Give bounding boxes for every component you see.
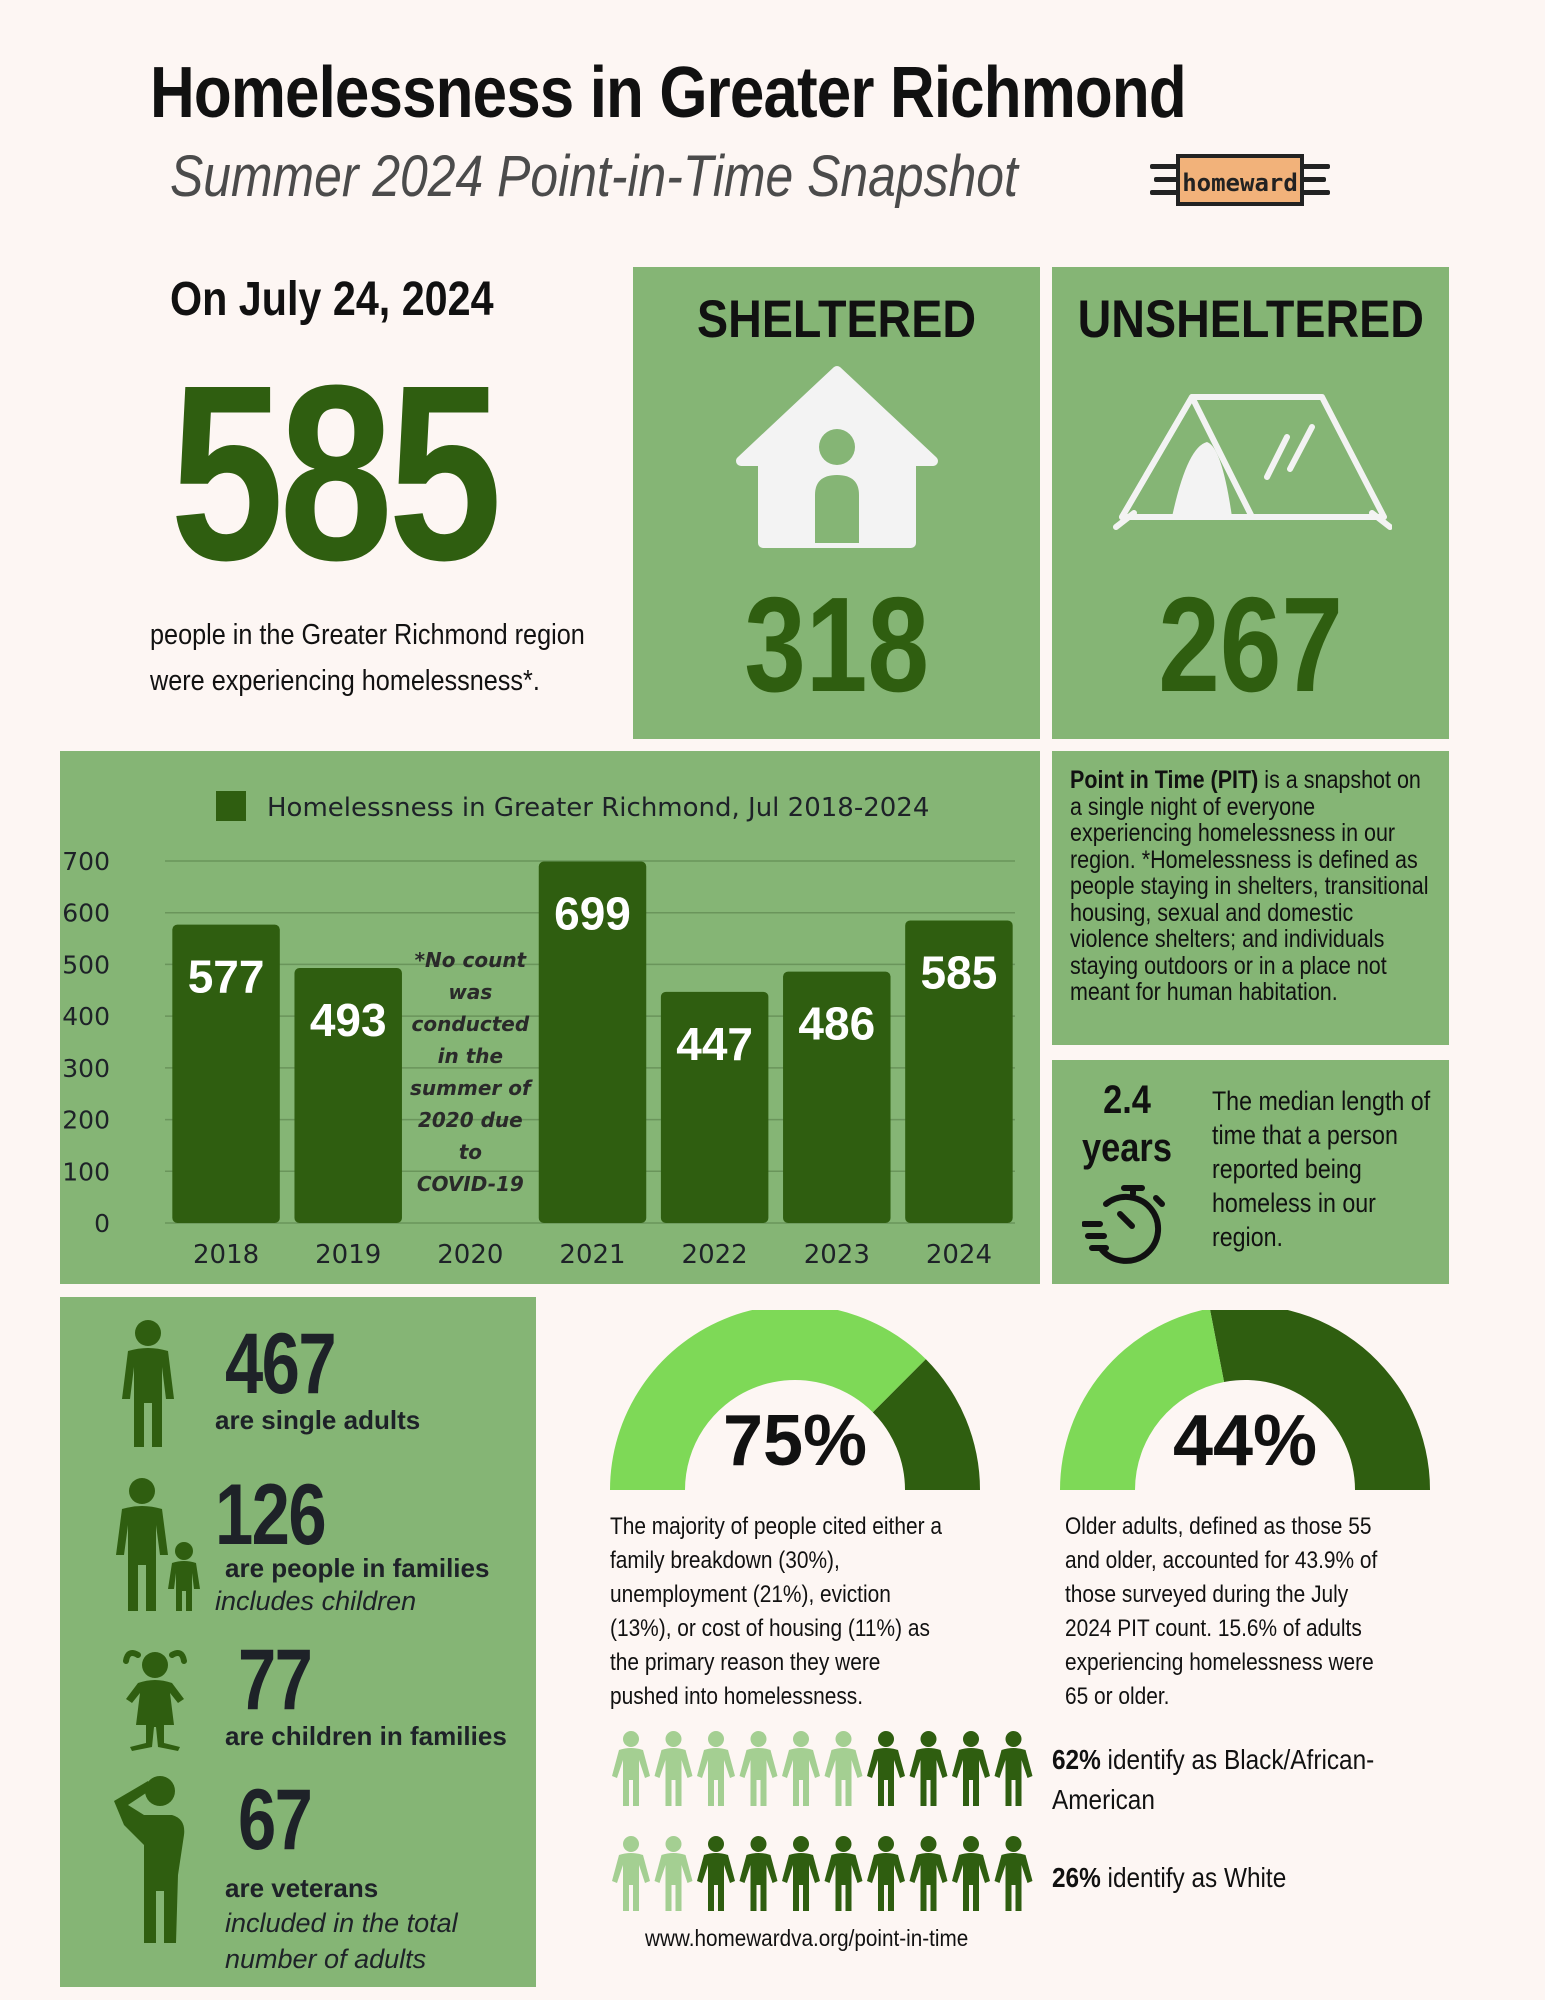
y-tick-label: 200 xyxy=(62,1105,110,1135)
black-pictogram-row xyxy=(610,1730,1040,1808)
sheltered-label: SHELTERED xyxy=(696,290,976,349)
children-count: 77 xyxy=(238,1632,312,1728)
family-icon xyxy=(112,1477,202,1613)
x-tick-label: 2022 xyxy=(681,1240,748,1270)
sheltered-count: 318 xyxy=(744,569,929,720)
reason-percent: 75% xyxy=(722,1401,868,1481)
person-icon xyxy=(825,1731,863,1806)
logo-text: homeward xyxy=(1182,169,1298,197)
legend-swatch xyxy=(216,791,246,821)
tent-icon xyxy=(1112,377,1392,547)
total-count: 585 xyxy=(170,333,498,612)
x-tick-label: 2019 xyxy=(315,1240,382,1270)
bar-value-label: 585 xyxy=(920,946,998,999)
veterans-count: 67 xyxy=(238,1772,312,1868)
pit-definition: Point in Time (PIT) is a snapshot on a single night of everyone experiencing homelessness in our region. *Homelessness is defined as people staying in shelters, transitional housing, sexual and domestic violence shelters; and individuals staying outdoors or in a place not meant for human habitation. xyxy=(1070,766,1429,1006)
bar-value-label: 493 xyxy=(309,994,387,1047)
older-adults-percent: 44% xyxy=(1172,1401,1318,1481)
pit-definition-panel xyxy=(1052,751,1449,1045)
page-subtitle: Summer 2024 Point-in-Time Snapshot xyxy=(170,144,1018,209)
families-label: are people in families xyxy=(225,1553,490,1583)
no-count-annotation: *No count was conducted in the summer of 2020 due to COVID-19 xyxy=(410,948,531,1196)
single-adults-count: 467 xyxy=(225,1316,335,1412)
children-label: are children in families xyxy=(225,1721,507,1751)
bar-value-label: 486 xyxy=(798,997,876,1050)
unsheltered-panel xyxy=(1052,267,1449,739)
person-icon xyxy=(740,1836,778,1911)
person-icon xyxy=(952,1731,990,1806)
families-count: 126 xyxy=(215,1467,325,1563)
person-icon xyxy=(697,1731,735,1806)
reason-description: The majority of people cited either a family breakdown (30%), unemployment (21%), eviction (13%), or cost of housing (11%) as the primary reason they were pushed into homelessness. xyxy=(610,1513,942,1710)
person-icon xyxy=(697,1836,735,1911)
person-icon xyxy=(910,1836,948,1911)
y-tick-label: 600 xyxy=(62,898,110,928)
veteran-salute-icon xyxy=(110,1775,194,1945)
person-icon xyxy=(995,1731,1033,1806)
single-adults-label: are single adults xyxy=(215,1405,421,1435)
y-tick-label: 700 xyxy=(62,847,110,876)
median-duration-panel xyxy=(1052,1060,1449,1284)
demographics-panel xyxy=(60,1297,536,1987)
bar-value-label: 447 xyxy=(676,1017,754,1070)
person-icon xyxy=(612,1836,650,1911)
person-icon xyxy=(910,1731,948,1806)
person-icon xyxy=(995,1836,1033,1911)
bar-value-label: 699 xyxy=(554,887,631,940)
y-tick-label: 300 xyxy=(62,1053,110,1083)
legend-label: Homelessness in Greater Richmond, Jul 2018-2024 xyxy=(267,793,930,823)
person-icon xyxy=(655,1836,693,1911)
stopwatch-icon xyxy=(1082,1180,1172,1270)
single-adult-icon xyxy=(118,1319,178,1449)
date-line: On July 24, 2024 xyxy=(170,273,494,326)
older-adults-description: Older adults, defined as those 55 and older, accounted for 43.9% of those surveyed during the July 2024 PIT count. 15.6% of adults experiencing homelessness were 65 or older. xyxy=(1065,1513,1378,1710)
bar-value-label: 577 xyxy=(187,950,265,1003)
unsheltered-count: 267 xyxy=(1158,569,1343,720)
families-note: includes children xyxy=(215,1586,417,1616)
person-icon xyxy=(612,1731,650,1806)
house-person-icon xyxy=(735,363,939,553)
person-icon xyxy=(825,1836,863,1911)
total-caption: people in the Greater Richmond region were experiencing homelessness*. xyxy=(150,619,585,697)
child-icon xyxy=(120,1643,190,1751)
x-tick-label: 2020 xyxy=(437,1240,504,1270)
person-icon xyxy=(655,1731,693,1806)
white-pictogram-row xyxy=(610,1835,1040,1913)
chart-panel xyxy=(60,751,1040,1284)
median-value: 2.4 years xyxy=(1082,1078,1172,1170)
black-stat: 62% identify as Black/African- American xyxy=(1052,1744,1375,1815)
veterans-label: are veterans xyxy=(225,1873,379,1903)
homeward-logo xyxy=(1150,150,1330,210)
white-stat: 26% identify as White xyxy=(1052,1862,1287,1893)
sheltered-panel xyxy=(633,267,1040,739)
person-icon xyxy=(740,1731,778,1806)
person-icon xyxy=(782,1731,820,1806)
veterans-note: included in the total number of adults xyxy=(225,1908,458,1974)
y-tick-label: 500 xyxy=(62,950,110,980)
median-description: The median length of time that a person reported being homeless in our region. xyxy=(1212,1086,1431,1252)
bar-chart xyxy=(60,751,1040,1284)
footer-url[interactable]: www.homewardva.org/point-in-time xyxy=(645,1925,969,1951)
x-tick-label: 2024 xyxy=(925,1240,993,1270)
y-tick-label: 0 xyxy=(94,1209,110,1238)
person-icon xyxy=(867,1836,905,1911)
person-icon xyxy=(782,1836,820,1911)
y-tick-label: 400 xyxy=(62,1002,110,1032)
x-tick-label: 2018 xyxy=(192,1240,260,1270)
person-icon xyxy=(952,1836,990,1911)
x-tick-label: 2021 xyxy=(559,1240,626,1270)
person-icon xyxy=(867,1731,905,1806)
x-tick-label: 2023 xyxy=(803,1240,870,1270)
unsheltered-label: UNSHELTERED xyxy=(1077,290,1424,349)
pit-term: Point in Time (PIT) xyxy=(1070,766,1259,794)
page-title: Homelessness in Greater Richmond xyxy=(150,53,1186,133)
y-tick-label: 100 xyxy=(62,1157,110,1187)
